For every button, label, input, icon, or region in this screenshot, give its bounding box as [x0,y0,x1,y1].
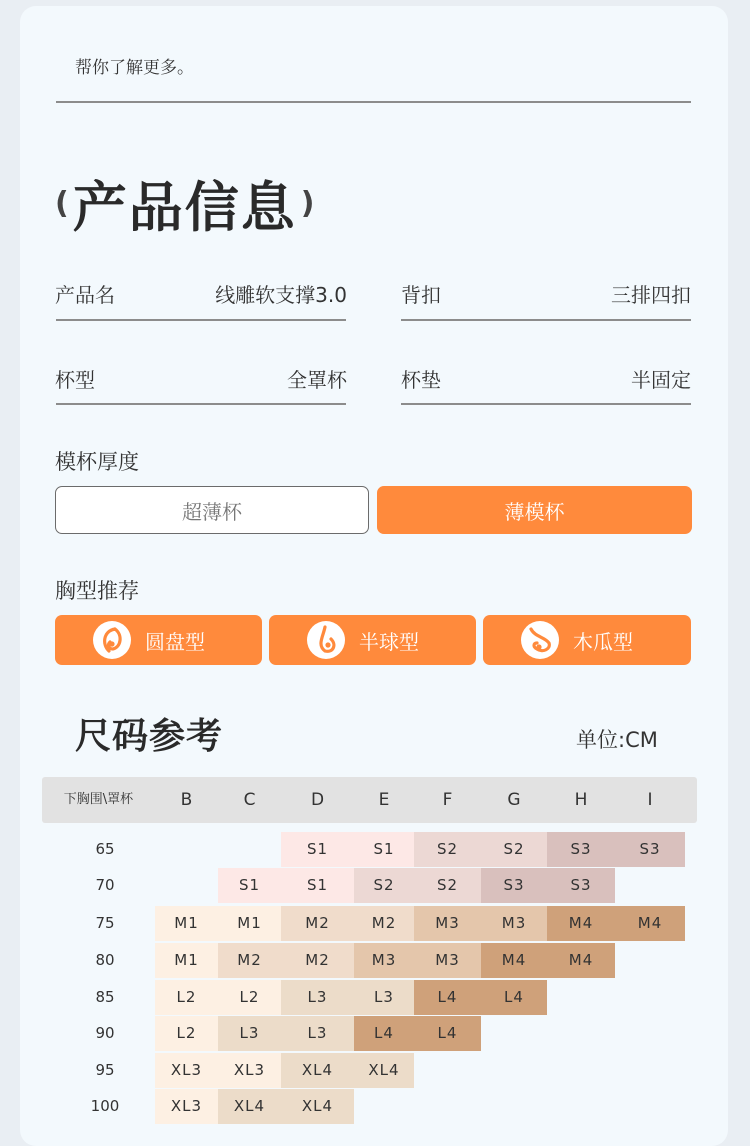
size-cell: XL4 [218,1089,281,1124]
size-cell: S1 [354,832,414,867]
size-cell: M3 [414,906,481,941]
shape-label: 半球型 [359,629,419,654]
band-label: 95 [95,1061,115,1079]
shape-label: 木瓜型 [573,629,633,654]
size-cell: L2 [155,1016,218,1051]
field-key-back-clasp: 背扣 [401,283,441,307]
size-cell: M2 [354,906,414,941]
field-value-product-name: 线雕软支撑3.0 [215,283,347,307]
papaya-breast-icon [521,621,559,659]
field-value-back-clasp: 三排四扣 [611,283,691,307]
band-label: 70 [95,876,115,894]
size-table-header [42,777,697,823]
size-cell: L4 [481,980,547,1015]
size-cell: L4 [354,1016,414,1051]
size-cell: S2 [354,868,414,903]
size-cell: M4 [547,906,615,941]
shape-label: 圆盘型 [145,629,205,654]
cup-header-g: G [507,790,521,810]
field-divider [56,403,346,405]
size-chart-title: 尺码参考 [75,716,224,757]
size-cell: S1 [281,832,354,867]
size-cell: XL4 [281,1089,354,1124]
size-cell: XL3 [155,1053,218,1088]
field-key-cup-pad: 杯垫 [401,368,441,392]
field-value-cup-pad: 半固定 [631,368,691,392]
cup-header-f: F [442,790,453,810]
size-cell: L4 [414,1016,481,1051]
divider [56,101,691,103]
size-cell: XL4 [281,1053,354,1088]
band-label: 100 [90,1097,120,1115]
size-chart-unit: 单位:CM [576,728,658,752]
size-cell: L3 [354,980,414,1015]
field-divider [401,403,691,405]
size-cell: S3 [547,868,615,903]
shape-option-hemisphere[interactable] [269,615,476,665]
size-cell: M2 [218,943,281,978]
size-cell: S2 [481,832,547,867]
size-cell: S1 [281,868,354,903]
size-cell: M1 [155,943,218,978]
size-cell: M2 [281,943,354,978]
product-info-title-text: 产品信息 [72,176,297,239]
cup-header-e: E [378,790,390,810]
size-cell: S2 [414,868,481,903]
cup-option-ultra-thin[interactable]: 超薄杯 [55,486,369,534]
size-cell: L2 [218,980,281,1015]
band-label: 90 [95,1024,115,1042]
field-divider [56,319,346,321]
band-label: 75 [95,914,115,932]
size-cell: S3 [547,832,615,867]
breast-shape-label: 胸型推荐 [55,579,139,603]
cup-header-c: C [243,790,256,810]
intro-text: 帮你了解更多。 [75,58,194,78]
title-paren-left: ( [55,186,69,221]
size-cell: XL3 [155,1089,218,1124]
field-key-product-name: 产品名 [55,283,115,307]
title-paren-right: ) [300,186,315,221]
cup-header-h: H [574,790,588,810]
cup-thickness-label: 模杯厚度 [55,450,139,474]
size-cell: M4 [615,906,685,941]
size-cell: S2 [414,832,481,867]
cup-header-i: I [647,790,653,810]
size-cell: XL3 [218,1053,281,1088]
size-cell: S3 [615,832,685,867]
size-cell: L2 [155,980,218,1015]
cup-header-b: B [180,790,193,810]
size-cell: L3 [281,1016,354,1051]
hemisphere-breast-icon [307,621,345,659]
size-cell: L3 [218,1016,281,1051]
size-cell: S3 [481,868,547,903]
size-cell: L3 [281,980,354,1015]
cup-header-d: D [310,790,325,810]
size-cell: M4 [547,943,615,978]
band-label: 65 [95,840,115,858]
product-info-title [55,165,314,242]
field-divider [401,319,691,321]
cup-option-thin-mold[interactable]: 薄模杯 [377,486,692,534]
size-cell: M3 [481,906,547,941]
round-breast-icon [93,621,131,659]
field-value-cup-type: 全罩杯 [287,368,347,392]
band-label: 85 [95,988,115,1006]
size-cell: XL4 [354,1053,414,1088]
shape-option-round[interactable] [55,615,262,665]
size-cell: M2 [281,906,354,941]
size-cell: M3 [414,943,481,978]
field-key-cup-type: 杯型 [55,368,95,392]
size-cell: L4 [414,980,481,1015]
size-cell: M3 [354,943,414,978]
size-cell: M4 [481,943,547,978]
band-label: 80 [95,951,115,969]
corner-header: 下胸围\罩杯 [63,792,134,807]
size-cell: M1 [218,906,281,941]
size-cell: M1 [155,906,218,941]
size-cell: S1 [218,868,281,903]
shape-option-papaya[interactable] [483,615,691,665]
